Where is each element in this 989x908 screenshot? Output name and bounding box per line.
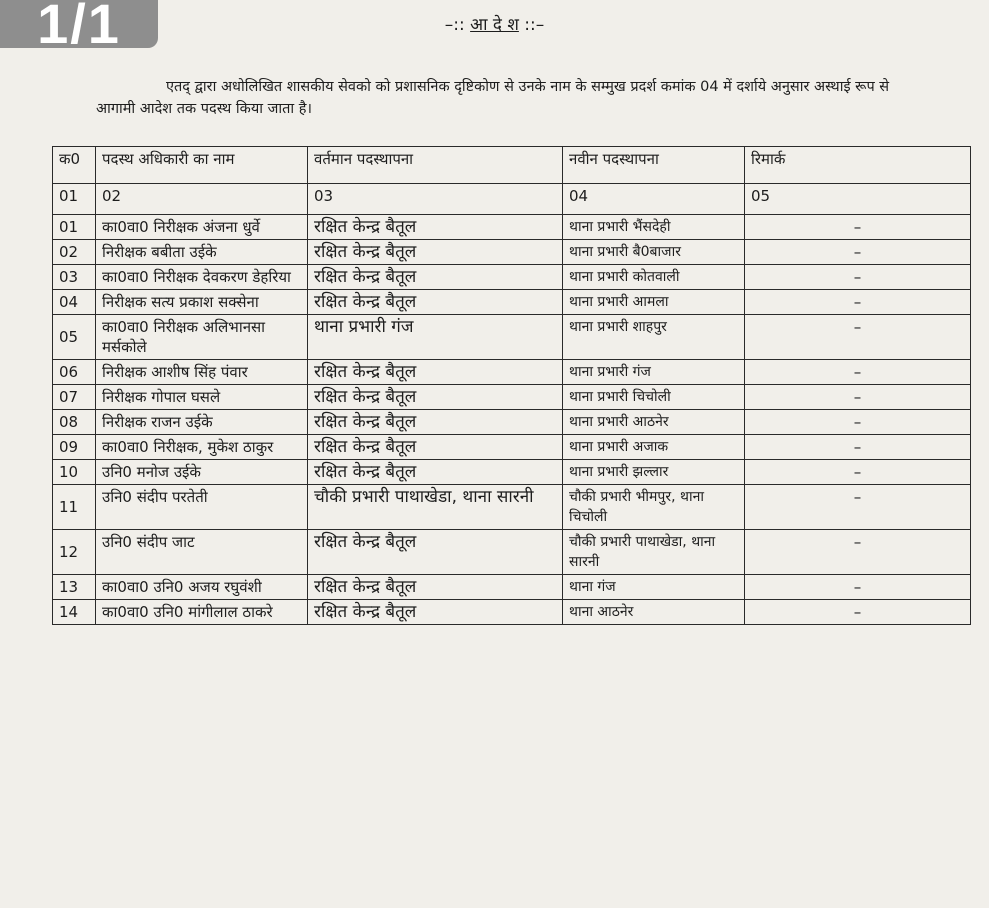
table-row	[53, 600, 971, 625]
row-sno: 10	[53, 460, 96, 485]
row-officer-name: निरीक्षक राजन उईके	[96, 410, 308, 435]
row-sno: 09	[53, 435, 96, 460]
row-sno: 07	[53, 385, 96, 410]
table-row	[53, 360, 971, 385]
row-officer-name: निरीक्षक गोपाल घसले	[96, 385, 308, 410]
row-officer-name: का0वा0 निरीक्षक, मुकेश ठाकुर	[96, 435, 308, 460]
table-header-row	[53, 147, 971, 184]
row-sno: 13	[53, 575, 96, 600]
column-number: 04	[563, 184, 745, 215]
table-row	[53, 575, 971, 600]
table-row	[53, 290, 971, 315]
row-sno: 12	[53, 530, 96, 575]
row-officer-name: उनि0 संदीप जाट	[96, 530, 308, 575]
row-new-posting: थाना प्रभारी भैंसदेही	[563, 215, 745, 240]
row-current-posting: रक्षित केन्द्र बैतूल	[308, 240, 563, 265]
page-counter-badge: 1/1	[0, 0, 158, 48]
row-remark: –	[745, 290, 971, 315]
row-new-posting: थाना प्रभारी अजाक	[563, 435, 745, 460]
header-new-posting: नवीन पदस्थापना	[563, 147, 745, 184]
row-remark: –	[745, 575, 971, 600]
table-row	[53, 530, 971, 575]
row-remark: –	[745, 360, 971, 385]
row-remark: –	[745, 215, 971, 240]
row-officer-name: निरीक्षक आशीष सिंह पंवार	[96, 360, 308, 385]
row-officer-name: निरीक्षक सत्य प्रकाश सक्सेना	[96, 290, 308, 315]
row-new-posting: थाना प्रभारी बै0बाजार	[563, 240, 745, 265]
row-new-posting: चौकी प्रभारी पाथाखेडा, थाना सारनी	[563, 530, 745, 575]
row-remark: –	[745, 435, 971, 460]
row-current-posting: रक्षित केन्द्र बैतूल	[308, 385, 563, 410]
row-remark: –	[745, 265, 971, 290]
heading-prefix: –::	[444, 15, 465, 35]
row-remark: –	[745, 485, 971, 530]
intro-paragraph: एतद् द्वारा अधोलिखित शासकीय सेवको को प्रशासनिक दृष्टिकोण से उनके नाम के सम्मुख प्रदर्श कमांक 04 में दर्शाये अनुसार अस्थाई रूप से आगामी आदेश तक पदस्थ किया जाता है।	[96, 79, 890, 117]
row-current-posting: चौकी प्रभारी पाथाखेडा, थाना सारनी	[308, 485, 563, 530]
row-current-posting: थाना प्रभारी गंज	[308, 315, 563, 360]
table-row	[53, 215, 971, 240]
header-remark: रिमार्क	[745, 147, 971, 184]
heading-suffix: ::–	[524, 15, 545, 35]
row-sno: 02	[53, 240, 96, 265]
row-sno: 11	[53, 485, 96, 530]
table-row	[53, 385, 971, 410]
row-remark: –	[745, 530, 971, 575]
row-new-posting: थाना आठनेर	[563, 600, 745, 625]
header-sno: क0	[53, 147, 96, 184]
column-number: 03	[308, 184, 563, 215]
row-new-posting: थाना प्रभारी कोतवाली	[563, 265, 745, 290]
row-sno: 06	[53, 360, 96, 385]
row-officer-name: का0वा0 उनि0 अजय रघुवंशी	[96, 575, 308, 600]
row-new-posting: थाना प्रभारी आठनेर	[563, 410, 745, 435]
row-officer-name: का0वा0 निरीक्षक अंजना धुर्वे	[96, 215, 308, 240]
row-officer-name: का0वा0 निरीक्षक देवकरण डेहरिया	[96, 265, 308, 290]
row-sno: 04	[53, 290, 96, 315]
row-new-posting: थाना प्रभारी चिचोली	[563, 385, 745, 410]
row-current-posting: रक्षित केन्द्र बैतूल	[308, 530, 563, 575]
row-officer-name: का0वा0 निरीक्षक अलिभानसा मर्सकोले	[96, 315, 308, 360]
row-remark: –	[745, 240, 971, 265]
row-sno: 03	[53, 265, 96, 290]
row-current-posting: रक्षित केन्द्र बैतूल	[308, 360, 563, 385]
row-sno: 08	[53, 410, 96, 435]
row-officer-name: निरीक्षक बबीता उईके	[96, 240, 308, 265]
row-current-posting: रक्षित केन्द्र बैतूल	[308, 410, 563, 435]
table-row	[53, 485, 971, 530]
column-number: 01	[53, 184, 96, 215]
row-new-posting: थाना प्रभारी झल्लार	[563, 460, 745, 485]
heading-title: आ दे श	[470, 15, 519, 35]
row-remark: –	[745, 410, 971, 435]
row-new-posting: थाना प्रभारी आमला	[563, 290, 745, 315]
row-remark: –	[745, 385, 971, 410]
row-officer-name: उनि0 संदीप परतेती	[96, 485, 308, 530]
row-officer-name: का0वा0 उनि0 मांगीलाल ठाकरे	[96, 600, 308, 625]
row-new-posting: चौकी प्रभारी भीमपुर, थाना चिचोली	[563, 485, 745, 530]
table-row	[53, 265, 971, 290]
column-number-row	[53, 184, 971, 215]
table-row	[53, 435, 971, 460]
row-remark: –	[745, 600, 971, 625]
row-current-posting: रक्षित केन्द्र बैतूल	[308, 575, 563, 600]
table-row	[53, 410, 971, 435]
row-sno: 14	[53, 600, 96, 625]
header-current-posting: वर्तमान पदस्थापना	[308, 147, 563, 184]
header-name: पदस्थ अधिकारी का नाम	[96, 147, 308, 184]
row-current-posting: रक्षित केन्द्र बैतूल	[308, 435, 563, 460]
row-current-posting: रक्षित केन्द्र बैतूल	[308, 215, 563, 240]
row-sno: 05	[53, 315, 96, 360]
row-new-posting: थाना गंज	[563, 575, 745, 600]
row-current-posting: रक्षित केन्द्र बैतूल	[308, 265, 563, 290]
column-number: 05	[745, 184, 971, 215]
row-current-posting: रक्षित केन्द्र बैतूल	[308, 600, 563, 625]
table-row	[53, 460, 971, 485]
order-heading	[0, 12, 989, 35]
row-remark: –	[745, 315, 971, 360]
column-number: 02	[96, 184, 308, 215]
row-remark: –	[745, 460, 971, 485]
row-officer-name: उनि0 मनोज उईके	[96, 460, 308, 485]
row-current-posting: रक्षित केन्द्र बैतूल	[308, 290, 563, 315]
row-new-posting: थाना प्रभारी गंज	[563, 360, 745, 385]
row-sno: 01	[53, 215, 96, 240]
table-row	[53, 240, 971, 265]
row-new-posting: थाना प्रभारी शाहपुर	[563, 315, 745, 360]
posting-table	[52, 146, 971, 625]
table-row	[53, 315, 971, 360]
row-current-posting: रक्षित केन्द्र बैतूल	[308, 460, 563, 485]
